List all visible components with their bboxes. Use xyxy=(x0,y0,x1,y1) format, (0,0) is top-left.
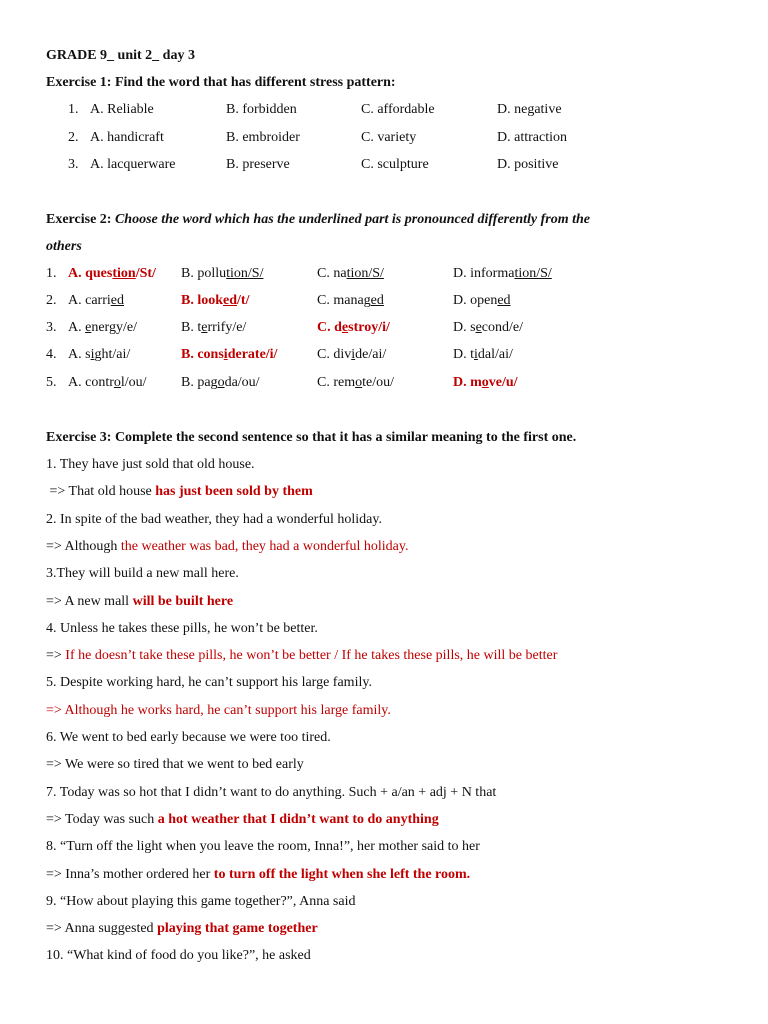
option-a xyxy=(68,292,124,310)
exercise-3-line xyxy=(46,538,408,556)
answer-text: to turn off the light when she left the room. xyxy=(213,867,471,882)
exercise-3-line xyxy=(46,811,439,829)
option-c xyxy=(317,374,394,392)
option-text: D. m xyxy=(453,375,482,390)
exercise-3-line xyxy=(46,647,557,665)
underlined-part: tion/S/ xyxy=(514,266,552,281)
option-text: B. pollu xyxy=(181,266,227,281)
sentence-text: 10. “What kind of food do you like?”, he asked xyxy=(46,948,311,963)
option-a: A. Reliable xyxy=(90,102,154,117)
exercise-2-heading xyxy=(46,211,590,229)
underlined-part: ed xyxy=(497,293,511,308)
option-text: da/ou/ xyxy=(224,375,260,390)
option-d xyxy=(453,346,513,364)
underlined-part: o xyxy=(355,375,363,390)
underlined-part: i xyxy=(351,347,356,362)
answer-text: => Although he works hard, he can’t support his large family. xyxy=(46,703,391,718)
answer-text: the weather was bad, they had a wonderful holiday. xyxy=(120,539,409,554)
sentence-text: 4. Unless he takes these pills, he won’t be better. xyxy=(46,621,318,636)
option-b xyxy=(181,374,260,392)
option-text: C. manag xyxy=(317,293,371,308)
exercise-3-line xyxy=(46,866,470,884)
option-d: D. positive xyxy=(497,157,559,172)
sentence-text: => We were so tired that we went to bed early xyxy=(46,757,304,772)
option-b: B. embroider xyxy=(226,130,300,145)
option-b: B. preserve xyxy=(226,157,290,172)
row-number: 2. xyxy=(68,130,79,145)
answer-text: a hot weather that I didn’t want to do anything xyxy=(157,812,439,827)
option-text: D. informa xyxy=(453,266,515,281)
answer-text: playing that game together xyxy=(157,921,318,936)
option-text: C. div xyxy=(317,347,352,362)
exercise-1-heading: Exercise 1: Find the word that has different stress pattern: xyxy=(46,75,396,90)
option-b xyxy=(181,346,277,364)
exercise-2-instruction-cont: others xyxy=(46,239,82,254)
answer-text: will be built here xyxy=(132,594,234,609)
option-c: C. variety xyxy=(361,130,417,145)
option-text: stroy/i/ xyxy=(348,320,390,335)
sentence-text: => Although xyxy=(46,539,121,554)
exercise-2-label: Exercise 2: xyxy=(46,212,115,227)
underlined-part: o xyxy=(217,375,225,390)
exercise-3-line xyxy=(46,674,372,692)
option-text: D. open xyxy=(453,293,498,308)
option-c: C. sculpture xyxy=(361,157,429,172)
answer-text: If he doesn’t take these pills, he won’t be better / If he takes these pills, he will be better xyxy=(65,648,558,663)
sentence-text: 2. In spite of the bad weather, they had a wonderful holiday. xyxy=(46,512,382,527)
option-text: de/ai/ xyxy=(355,347,387,362)
option-d xyxy=(453,319,523,337)
option-c: C. affordable xyxy=(361,102,435,117)
option-text: ve/u/ xyxy=(488,375,518,390)
sentence-text: 3.They will build a new mall here. xyxy=(46,566,239,581)
row-number: 1. xyxy=(68,102,79,117)
exercise-3-line xyxy=(46,947,311,965)
option-text: dal/ai/ xyxy=(477,347,513,362)
option-text: A. ques xyxy=(68,266,113,281)
underlined-part: e xyxy=(201,320,208,335)
page-title: GRADE 9_ unit 2_ day 3 xyxy=(46,48,195,63)
row-number: 5. xyxy=(46,375,57,390)
underlined-part: e xyxy=(475,320,482,335)
row-number: 2. xyxy=(46,293,57,308)
option-c xyxy=(317,319,390,337)
underlined-part: i xyxy=(90,347,95,362)
sentence-text: => Today was such xyxy=(46,812,158,827)
option-b xyxy=(181,265,263,283)
option-text: D. t xyxy=(453,347,474,362)
sentence-text: 1. They have just sold that old house. xyxy=(46,457,255,472)
row-number: 4. xyxy=(46,347,57,362)
option-text: C. d xyxy=(317,320,342,335)
underlined-part: o xyxy=(113,375,121,390)
row-number: 3. xyxy=(46,320,57,335)
option-text: A. s xyxy=(68,347,91,362)
option-text: B. cons xyxy=(181,347,224,362)
exercise-3-line xyxy=(46,784,496,802)
option-text: l/ou/ xyxy=(120,375,147,390)
option-text: B. look xyxy=(181,293,224,308)
option-c xyxy=(317,346,386,364)
option-text: C. rem xyxy=(317,375,356,390)
row-number: 3. xyxy=(68,157,79,172)
option-d: D. negative xyxy=(497,102,562,117)
option-d xyxy=(453,292,511,310)
underlined-part: ed xyxy=(110,293,124,308)
option-text: cond/e/ xyxy=(481,320,523,335)
sentence-text: => Anna suggested xyxy=(46,921,158,936)
option-text: ght/ai/ xyxy=(94,347,131,362)
sentence-text: 7. Today was so hot that I didn’t want to do anything. Such + a/an + adj + N that xyxy=(46,785,497,800)
option-text: A. contr xyxy=(68,375,114,390)
sentence-text: 5. Despite working hard, he can’t support his large family. xyxy=(46,675,372,690)
option-d xyxy=(453,374,518,392)
option-text: D. s xyxy=(453,320,476,335)
underlined-part: ed xyxy=(223,293,238,308)
underlined-part: tion/S/ xyxy=(226,266,264,281)
exercise-3-line xyxy=(46,456,255,474)
underlined-part: ed xyxy=(370,293,384,308)
sentence-text: 8. “Turn off the light when you leave the room, Inna!”, her mother said to her xyxy=(46,839,480,854)
exercise-2-instruction: Choose the word which has the underlined part is pronounced differently from the xyxy=(114,212,590,227)
answer-text: has just been sold by them xyxy=(155,484,313,499)
exercise-3-line xyxy=(46,483,313,501)
exercise-3-line xyxy=(46,593,233,611)
option-c xyxy=(317,265,384,283)
exercise-3-line xyxy=(46,920,318,938)
sentence-text: 9. “How about playing this game together?”, Anna said xyxy=(46,894,356,909)
exercise-3-line xyxy=(46,893,355,911)
option-a: A. handicraft xyxy=(90,130,164,145)
sentence-text: => A new mall xyxy=(46,594,133,609)
exercise-3-line xyxy=(46,702,391,720)
sentence-text: => xyxy=(46,648,66,663)
sentence-text: 6. We went to bed early because we were too tired. xyxy=(46,730,331,745)
exercise-3-line xyxy=(46,511,382,529)
sentence-text: => Inna’s mother ordered her xyxy=(46,867,214,882)
option-text: /t/ xyxy=(237,293,250,308)
option-a xyxy=(68,374,147,392)
option-text: A. carri xyxy=(68,293,111,308)
underlined-part: i xyxy=(474,347,478,362)
underlined-part: tion/S/ xyxy=(346,266,384,281)
underlined-part: tion xyxy=(112,266,136,281)
option-d xyxy=(453,265,552,283)
option-b xyxy=(181,319,246,337)
option-text: B. pag xyxy=(181,375,218,390)
underlined-part: e xyxy=(85,320,92,335)
option-b xyxy=(181,292,249,310)
sentence-text: => That old house xyxy=(46,484,156,499)
option-text: nergy/e/ xyxy=(91,320,137,335)
exercise-3-line xyxy=(46,756,304,774)
underlined-part: o xyxy=(481,375,489,390)
option-text: A. xyxy=(68,320,86,335)
underlined-part: e xyxy=(341,320,349,335)
exercise-3-line xyxy=(46,838,480,856)
option-a xyxy=(68,265,156,283)
option-text: C. na xyxy=(317,266,347,281)
option-a: A. lacquerware xyxy=(90,157,176,172)
row-number: 1. xyxy=(46,266,57,281)
option-d: D. attraction xyxy=(497,130,567,145)
option-b: B. forbidden xyxy=(226,102,297,117)
option-text: derate/i/ xyxy=(227,347,278,362)
option-text: B. t xyxy=(181,320,202,335)
option-text: rrify/e/ xyxy=(207,320,247,335)
option-text: te/ou/ xyxy=(362,375,394,390)
option-a xyxy=(68,346,130,364)
option-text: /St/ xyxy=(135,266,156,281)
option-a xyxy=(68,319,137,337)
exercise-3-line xyxy=(46,729,331,747)
option-c xyxy=(317,292,384,310)
exercise-3-heading: Exercise 3: Complete the second sentence so that it has a similar meaning to the first one. xyxy=(46,430,577,445)
underlined-part: i xyxy=(223,347,228,362)
exercise-3-line xyxy=(46,620,318,638)
exercise-3-line xyxy=(46,565,239,583)
